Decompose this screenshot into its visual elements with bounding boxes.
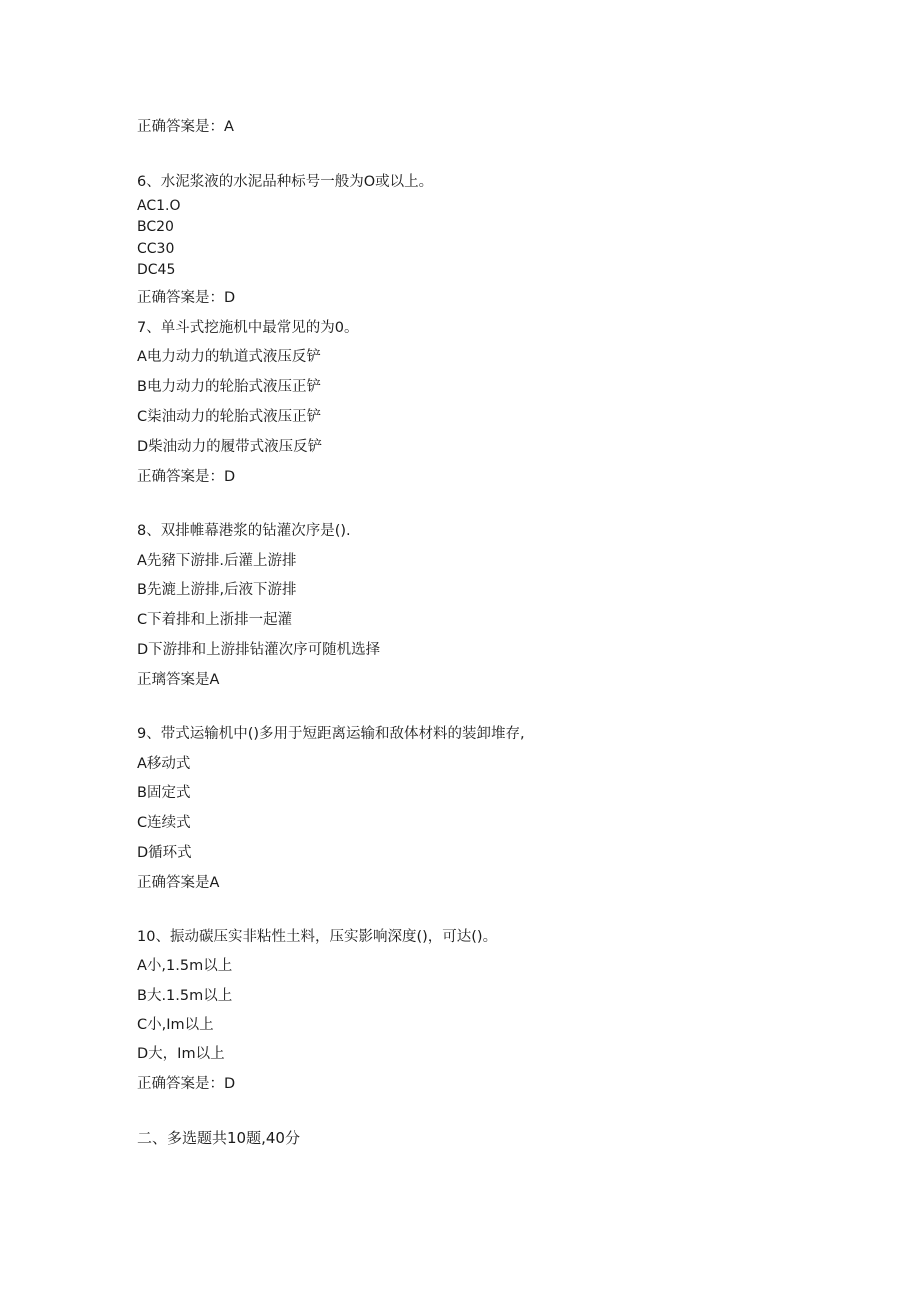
question-10-answer: 正确答案是：D [137,1076,236,1092]
question-7-option-a: A电力动力的轨道式液压反铲 [137,349,321,365]
question-9-option-b: B固定式 [137,785,191,801]
question-10-option-c: C小,Im以上 [137,1017,214,1033]
question-10-stem: 10、振动碳压实非粘性土料，压实影响深度()，可达()。 [137,929,498,945]
question-7-option-c: C柒油动力的轮胎式液压正铲 [137,409,322,425]
question-8-option-c: C下着排和上浙排一起灌 [137,612,293,628]
question-10-option-a: A小,1.5m以上 [137,958,233,974]
question-9-option-a: A移动式 [137,756,191,772]
question-6-option-b: BC20 [137,219,174,235]
question-7-option-b: B电力动力的轮胎式液压正铲 [137,379,321,395]
question-8-option-d: D下游排和上游排钻灌次序可随机选择 [137,642,381,658]
question-9-answer: 正确答案是A [137,875,220,891]
question-9-stem: 9、带式运输机中()多用于短距离运输和敌体材料的装卸堆存, [137,726,525,742]
question-8-option-a: A先豬下游排.后灌上游排 [137,553,297,569]
question-10-option-b: B大.1.5m以上 [137,988,233,1004]
question-6-option-d: DC45 [137,262,176,278]
question-8-option-b: B先漉上游排,后液下游排 [137,582,297,598]
previous-answer: 正确答案是：A [137,119,234,135]
question-6-answer: 正确答案是：D [137,290,236,306]
question-7-option-d: D柴油动力的履带式液压反铲 [137,439,323,455]
question-6-option-c: CC30 [137,241,175,257]
question-8-answer: 正璃答案是A [137,672,220,688]
question-7-stem: 7、单斗式挖施机中最常见的为0。 [137,320,359,336]
question-10-option-d: D大，Im以上 [137,1046,225,1062]
question-9-option-c: C连续式 [137,815,191,831]
question-6-option-a: AC1.O [137,198,181,214]
question-9-option-d: D循环式 [137,845,192,861]
question-8-stem: 8、双排帷幕港浆的钻灌次序是(). [137,523,351,539]
question-6-stem: 6、水泥浆液的水泥品种标号一般为O或以上。 [137,174,434,190]
question-7-answer: 正确答案是：D [137,469,236,485]
section-2-heading: 二、多选题共10题,40分 [137,1129,300,1147]
